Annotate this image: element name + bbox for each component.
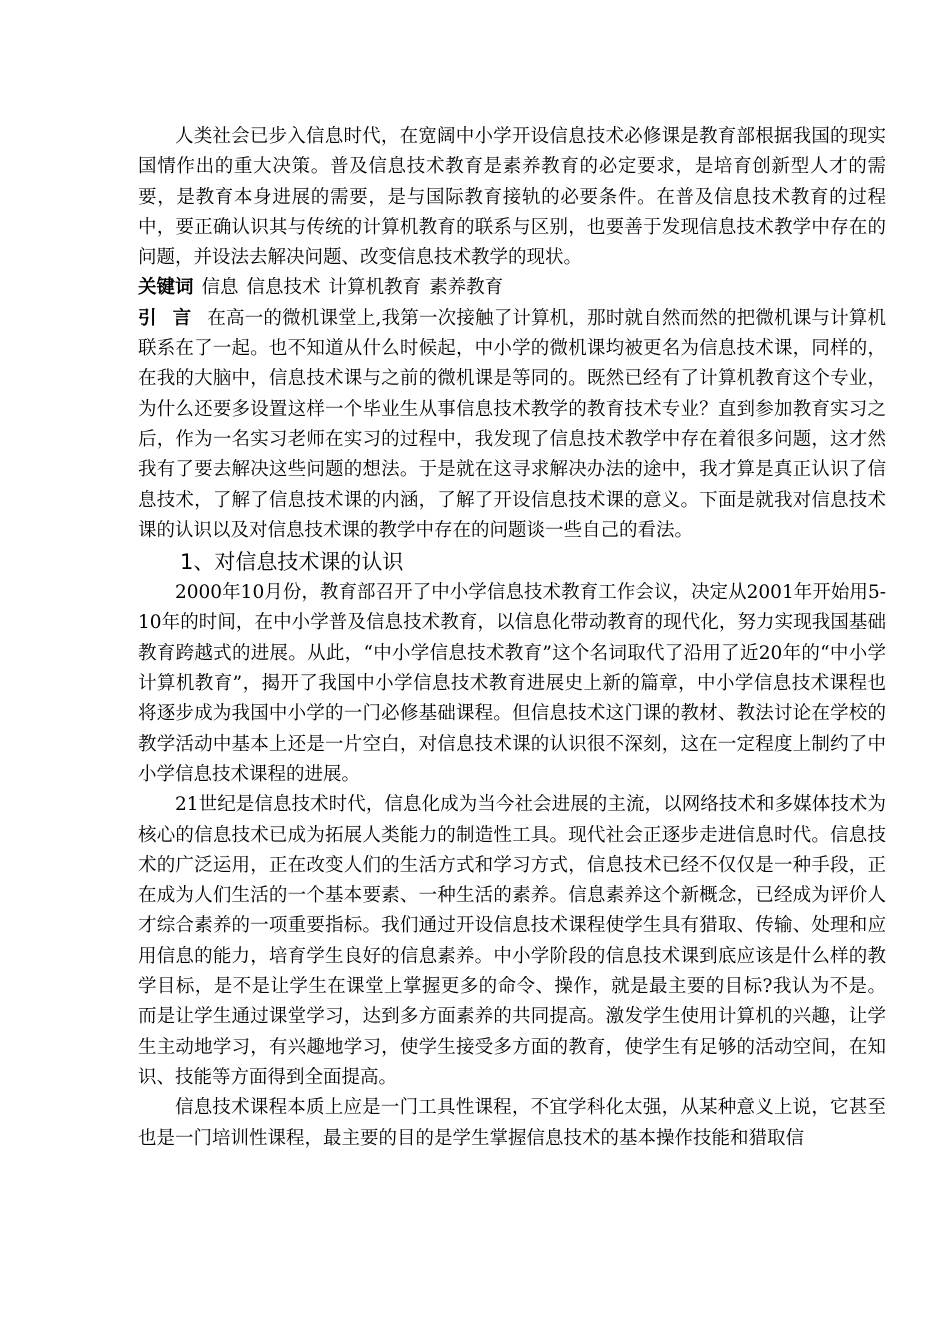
body-paragraph: 信息技术课程本质上应是一门工具性课程，不宜学科化太强，从某种意义上说，它甚至也是一门培训性课程，最主要的目的是学生掌握信息技术的基本操作技能和猎取信: [138, 1097, 886, 1149]
body-paragraph: 21世纪是信息技术时代，信息化成为当今社会进展的主流，以网络技术和多媒体技术为核心的信息技术已成为拓展人类能力的制造性工具。现代社会正逐步走进信息时代。信息技术的广泛运用，正在改变人们的生活方式和学习方式，信息技术已经不仅仅是一种手段，正在成为人们生活的一个基本要素、一种生活的素养。信息素养这个新概念，已经成为评价人才综合素养的一项重要指标。我们通过开设信息技术课程使学生具有猎取、传输、处理和应用信息的能力，培育学生良好的信息素养。中小学阶段的信息技术课到底应该是什么样的教学目标，是不是让学生在课堂上掌握更多的命令、操作，就是最主要的目标?我认为不是。而是让学生通过课堂学习，达到多方面素养的共同提高。激发学生使用计算机的兴趣，让学生主动地学习，有兴趣地学习，使学生接受多方面的教育，使学生有足够的活动空间，在知识、技能等方面得到全面提高。: [138, 794, 886, 1088]
section-heading: 1、对信息技术课的认识: [180, 550, 404, 575]
keywords-label: 关键词: [138, 277, 194, 299]
intro-paragraph: [138, 304, 886, 546]
intro-label: 引言: [138, 307, 208, 329]
keyword-item: 计算机教育: [328, 277, 422, 299]
abstract-paragraph: 人类社会已步入信息时代，在宽阔中小学开设信息技术必修课是教育部根据我国的现实国情作出的重大决策。普及信息技术教育是素养教育的必定要求，是培育创新型人才的需要，是教育本身进展的需要，是与国际教育接轨的必要条件。在普及信息技术教育的过程中，要正确认识其与传统的计算机教育的联系与区别，也要善于发现信息技术教学中存在的问题，并设法去解决问题、改变信息技术教学的现状。: [138, 126, 886, 269]
keyword-item: 信息技术: [246, 277, 321, 299]
document-page: [138, 122, 886, 1154]
keywords-line: [138, 273, 886, 303]
keyword-item: 素养教育: [429, 277, 504, 299]
body-paragraph: 2000年10月份，教育部召开了中小学信息技术教育工作会议，决定从2001年开始用5-10年的时间，在中小学普及信息技术教育，以信息化带动教育的现代化，努力实现我国基础教育跨越式的进展。从此，“中小学信息技术教育”这个名词取代了沿用了近20年的“中小学计算机教育”，揭开了我国中小学信息技术教育进展史上新的篇章，中小学信息技术课程也将逐步成为我国中小学的一门必修基础课程。但信息技术这门课的教材、教法讨论在学校的教学活动中基本上还是一片空白，对信息技术课的认识很不深刻，这在一定程度上制约了中小学信息技术课程的进展。: [138, 582, 886, 785]
keyword-item: 信息: [201, 277, 239, 299]
intro-text: 在高一的微机课堂上,我第一次接触了计算机，那时就自然而然的把微机课与计算机联系在了一起。也不知道从什么时候起，中小学的微机课均被更名为信息技术课，同样的，在我的大脑中，信息技术课与之前的微机课是等同的。既然已经有了计算机教育这个专业，为什么还要多设置这样一个毕业生从事信息技术教学的教育技术专业？直到参加教育实习之后，作为一名实习老师在实习的过程中，我发现了信息技术教学中存在着很多问题，这才然我有了要去解决这些问题的想法。于是就在这寻求解决办法的途中，我才算是真正认识了信息技术，了解了信息技术课的内涵，了解了开设信息技术课的意义。下面是就我对信息技术课的认识以及对信息技术课的教学中存在的问题谈一些自己的看法。: [138, 307, 886, 541]
